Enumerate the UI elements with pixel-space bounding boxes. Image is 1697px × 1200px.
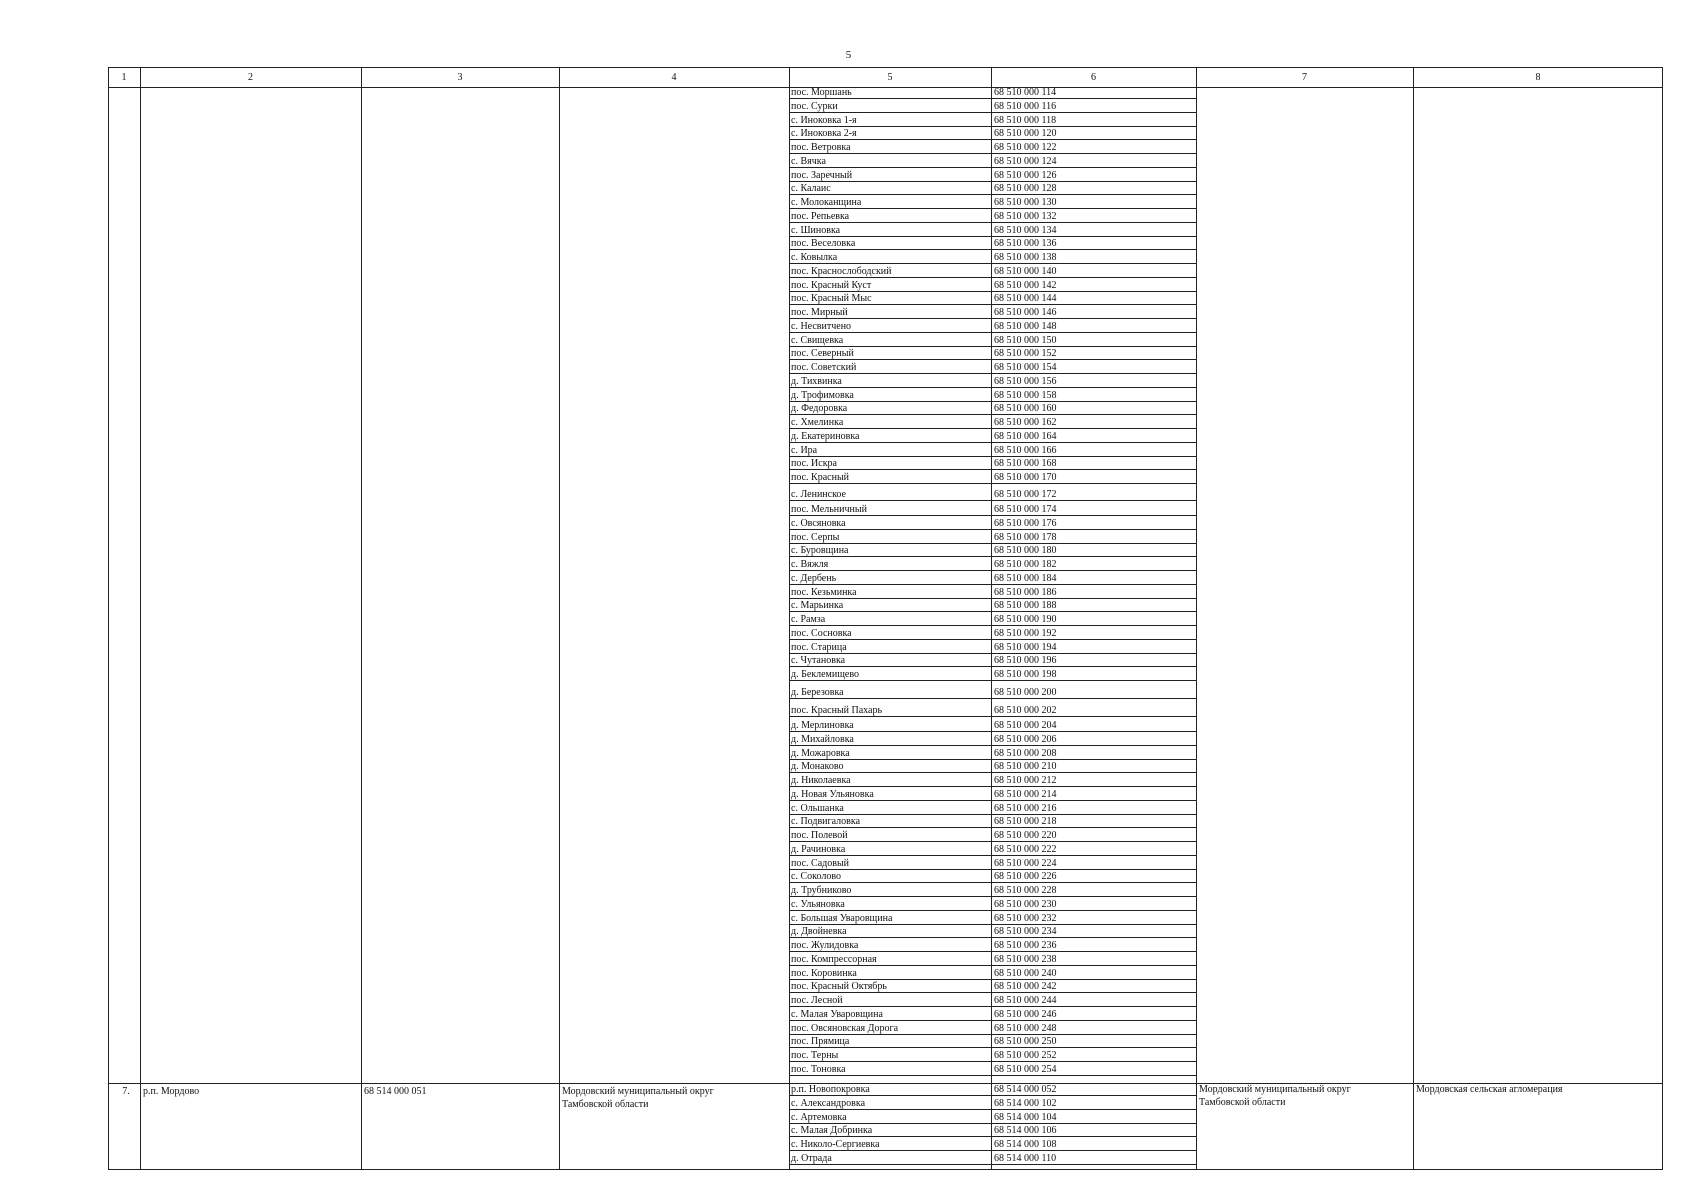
settlement-code: 68 514 000 108: [994, 1139, 1057, 1151]
row-rule: [789, 414, 1197, 415]
row-rule: [789, 772, 1197, 773]
settlement-name: пос. Кезьминка: [791, 586, 857, 598]
column-divider: [559, 67, 560, 1170]
row-rule: [789, 1123, 1197, 1124]
settlement-code: 68 510 000 192: [994, 627, 1057, 639]
municipal-district: Мордовский муниципальный округ Тамбовской области: [562, 1086, 714, 1110]
row-rule: [789, 373, 1197, 374]
column-header: 1: [121, 72, 127, 83]
settlement-name: пос. Коровинка: [791, 967, 857, 979]
settlement-name: д. Мерлиновка: [791, 720, 854, 731]
row-rule: [789, 666, 1197, 667]
row-rule: [789, 387, 1197, 388]
settlement-name: пос. Искра: [791, 458, 837, 470]
settlement-name: пос. Заречный: [791, 169, 853, 181]
settlement-name: д. Рачиновка: [791, 843, 846, 855]
settlement-name: с. Вяжля: [791, 559, 829, 570]
entry-number: 7.: [122, 1086, 130, 1097]
settlement-code: 68 510 000 120: [994, 128, 1057, 140]
row-rule: [789, 869, 1197, 870]
settlement-name: пос. Советский: [791, 362, 857, 373]
row-rule: [789, 882, 1197, 883]
settlement-name: пос. Красный Пахарь: [791, 705, 883, 716]
row-rule: [789, 680, 1197, 681]
column-divider: [1413, 67, 1414, 1170]
settlement-code: 68 510 000 146: [994, 307, 1057, 318]
row-rule: [789, 625, 1197, 626]
row-rule: [789, 653, 1197, 654]
settlement-code: 68 510 000 222: [994, 843, 1057, 855]
settlement-name: д. Отрада: [791, 1153, 832, 1164]
settlement-code: 68 510 000 214: [994, 788, 1057, 800]
settlement-code: 68 510 000 244: [994, 995, 1057, 1006]
settlement-code: 68 510 000 188: [994, 600, 1057, 612]
row-rule: [789, 469, 1197, 470]
settlement-code: 68 510 000 248: [994, 1022, 1057, 1034]
settlement-name: д. Екатериновка: [791, 430, 860, 442]
settlement-name: пос. Веселовка: [791, 238, 856, 250]
row-rule: [789, 346, 1197, 347]
settlement-name: с. Шиновка: [791, 224, 841, 236]
row-rule: [789, 194, 1197, 195]
settlement-name: с. Малая Уваровщина: [791, 1008, 883, 1020]
row-rule: [789, 456, 1197, 457]
settlement-code: 68 510 000 124: [994, 155, 1057, 167]
settlement-name: д. Двойневка: [791, 926, 847, 938]
row-rule: [789, 208, 1197, 209]
settlement-name: д. Можаровка: [791, 747, 850, 759]
settlement-name: с. Марьинка: [791, 600, 844, 612]
settlement-name: с. Артемовка: [791, 1111, 847, 1123]
settlement-name: пос. Овсяновская Дорога: [791, 1022, 899, 1034]
settlement-name: с. Ленинское: [791, 489, 846, 500]
row-rule: [789, 698, 1197, 699]
settlement-code: 68 514 000 110: [994, 1153, 1057, 1164]
row-rule: [789, 759, 1197, 760]
settlement-code: 68 510 000 136: [994, 238, 1057, 250]
settlement-code: 68 510 000 246: [994, 1008, 1057, 1020]
row-rule: [789, 896, 1197, 897]
settlement-code: 68 514 000 052: [994, 1084, 1057, 1095]
row-rule: [789, 951, 1197, 952]
row-rule: [789, 800, 1197, 801]
row-rule: [789, 786, 1197, 787]
row-rule: [789, 584, 1197, 585]
settlement-name: пос. Садовый: [791, 857, 850, 869]
row-rule: [789, 924, 1197, 925]
row-rule: [789, 249, 1197, 250]
row-rule: [789, 1047, 1197, 1048]
settlement-name: пос. Терны: [791, 1050, 839, 1061]
settlement-name: пос. Краснослободский: [791, 265, 892, 277]
settlement-name: д. Федоровка: [791, 403, 848, 415]
settlement-name: с. Соколово: [791, 871, 841, 883]
settlement-code: 68 510 000 114: [994, 87, 1057, 98]
settlement-name: с. Александровка: [791, 1097, 866, 1109]
row-rule: [789, 529, 1197, 530]
settlement-code: 68 510 000 198: [994, 669, 1057, 680]
row-rule: [789, 515, 1197, 516]
settlement-code: 68 510 000 206: [994, 733, 1057, 745]
settlement-code: 68 510 000 176: [994, 517, 1057, 529]
settlement-code: 68 510 000 202: [994, 705, 1057, 716]
settlement-name: с. Ира: [791, 444, 818, 456]
row-rule: [789, 965, 1197, 966]
settlement-code: 68 510 000 236: [994, 940, 1057, 951]
settlement-code: 68 510 000 238: [994, 953, 1057, 965]
row-rule: [789, 910, 1197, 911]
row-rule: [789, 1136, 1197, 1137]
row-rule: [789, 332, 1197, 333]
settlement-code: 68 510 000 212: [994, 775, 1057, 786]
settlement-name: с. Николо-Сергиевка: [791, 1139, 880, 1151]
settlement-code: 68 510 000 160: [994, 403, 1057, 415]
settlement-code: 68 510 000 128: [994, 183, 1057, 195]
settlement-name: д. Николаевка: [791, 775, 851, 786]
settlement-code: 68 510 000 116: [994, 100, 1057, 112]
column-header: 8: [1535, 72, 1541, 83]
row-rule: [789, 827, 1197, 828]
page-number: 5: [845, 49, 852, 61]
settlement-name: пос. Северный: [791, 348, 854, 360]
settlement-code: 68 510 000 166: [994, 444, 1057, 456]
row-rule: [789, 1109, 1197, 1110]
row-rule: [789, 277, 1197, 278]
settlement-name: пос. Красный Октябрь: [791, 981, 887, 993]
settlement-code: 68 510 000 162: [994, 417, 1057, 428]
settlement-name: с. Малая Добринка: [791, 1125, 873, 1137]
row-rule: [789, 359, 1197, 360]
settlement-name: с. Молоканщина: [791, 197, 862, 208]
settlement-name: пос. Красный Мыс: [791, 293, 872, 305]
row-rule: [789, 401, 1197, 402]
settlement-name: пос. Красный Куст: [791, 279, 872, 291]
row-rule: [789, 841, 1197, 842]
settlement-name: с. Буровщина: [791, 545, 849, 557]
column-header: 5: [887, 72, 893, 83]
settlement-code: 68 510 000 132: [994, 210, 1057, 222]
settlement-code: 68 510 000 118: [994, 114, 1057, 126]
row-rule: [789, 483, 1197, 484]
settlement-code: 68 510 000 140: [994, 265, 1057, 277]
settlement-name: пос. Старица: [791, 641, 847, 653]
settlement-code: 68 510 000 228: [994, 885, 1057, 896]
settlement-code: 68 510 000 234: [994, 926, 1057, 938]
row-rule: [789, 556, 1197, 557]
row-rule: [789, 639, 1197, 640]
settlement-name: с. Овсяновка: [791, 517, 846, 529]
row-rule: [789, 428, 1197, 429]
settlement-code: 68 510 000 138: [994, 252, 1057, 263]
row-rule: [789, 181, 1197, 182]
settlement-code: 68 514 000 051: [364, 1086, 427, 1097]
column-header: 3: [457, 72, 463, 83]
column-divider: [140, 67, 141, 1170]
row-rule: [789, 731, 1197, 732]
settlement-name: пос. Сосновка: [791, 627, 852, 639]
settlement-name: с. Калаис: [791, 183, 831, 195]
row-rule: [789, 992, 1197, 993]
settlement-code: 68 510 000 164: [994, 430, 1057, 442]
row-rule: [789, 1006, 1197, 1007]
settlement-name: д. Тихвинка: [791, 375, 842, 387]
settlement-name: с. Свищевка: [791, 334, 844, 346]
settlement-code: 68 510 000 208: [994, 747, 1057, 759]
settlement-code: 68 510 000 186: [994, 586, 1057, 598]
row-rule: [789, 814, 1197, 815]
table-frame: [108, 67, 1663, 1170]
settlement-name: пос. Репьевка: [791, 210, 850, 222]
settlement-name: пос. Прямица: [791, 1036, 850, 1048]
settlement-code: 68 510 000 156: [994, 375, 1057, 387]
settlement-name: с. Вячка: [791, 155, 826, 167]
row-rule: [789, 167, 1197, 168]
settlement-code: 68 510 000 142: [994, 279, 1057, 291]
column-divider: [1196, 67, 1197, 1170]
row-rule: [789, 1095, 1197, 1096]
row-rule: [789, 236, 1197, 237]
municipal-district-col7: Мордовский муниципальный округ Тамбовской области: [1199, 1084, 1351, 1108]
settlement-code: 68 510 000 134: [994, 224, 1057, 236]
row-rule: [789, 598, 1197, 599]
row-rule: [789, 500, 1197, 501]
settlement-name: пос. Полевой: [791, 830, 848, 841]
row-rule: [789, 126, 1197, 127]
settlement-code: 68 510 000 226: [994, 871, 1057, 883]
column-divider: [991, 67, 992, 1170]
row-rule: [789, 304, 1197, 305]
settlement-name: с. Подвигаловка: [791, 816, 861, 828]
row-rule: [789, 153, 1197, 154]
settlement-name: пос. Ветровка: [791, 142, 851, 153]
row-rule: [789, 611, 1197, 612]
row-rule: [789, 716, 1197, 717]
settlement-name: пос. Компрессорная: [791, 953, 877, 965]
row-rule: [789, 263, 1197, 264]
settlement-name: д. Михайловка: [791, 733, 854, 745]
settlement-name: р.п. Новопокровка: [791, 1084, 870, 1095]
settlement-code: 68 514 000 104: [994, 1111, 1057, 1123]
settlement-name: с. Иноковка 2-я: [791, 128, 857, 140]
row-rule: [789, 291, 1197, 292]
row-rule: [789, 1061, 1197, 1062]
settlement-name: д. Трубниково: [791, 885, 852, 896]
row-rule: [789, 979, 1197, 980]
settlement-code: 68 514 000 106: [994, 1125, 1057, 1137]
column-header: 7: [1302, 72, 1307, 83]
settlement-code: 68 510 000 194: [994, 641, 1057, 653]
settlement-name: пос. Сурки: [791, 100, 838, 112]
header-rule: [108, 87, 1663, 88]
row-rule: [789, 1164, 1197, 1165]
settlement-code: 68 510 000 196: [994, 655, 1057, 667]
settlement-code: 68 510 000 240: [994, 967, 1057, 979]
settlement-name: с. Ульяновка: [791, 898, 845, 910]
settlement-code: 68 510 000 174: [994, 504, 1057, 515]
row-rule: [789, 1150, 1197, 1151]
settlement-name: д. Трофимовка: [791, 389, 854, 401]
settlement-name: с. Ковылка: [791, 252, 838, 263]
settlement-code: 68 510 000 216: [994, 802, 1057, 814]
settlement-code: 68 510 000 252: [994, 1050, 1057, 1061]
settlement-code: 68 510 000 152: [994, 348, 1057, 360]
row-rule: [789, 1075, 1197, 1076]
settlement-name: с. Большая Уваровщина: [791, 912, 893, 924]
settlement-name: с. Хмелинка: [791, 417, 844, 428]
settlement-name: с. Ольшанка: [791, 802, 844, 814]
settlement-code: 68 514 000 102: [994, 1097, 1057, 1109]
settlement-code: 68 510 000 200: [994, 687, 1057, 698]
row-rule: [789, 570, 1197, 571]
settlement-name: пос. Серпы: [791, 531, 840, 543]
settlement-code: 68 510 000 190: [994, 614, 1057, 625]
settlement-code: 68 510 000 184: [994, 572, 1057, 584]
settlement-code: 68 510 000 130: [994, 197, 1057, 208]
settlement-code: 68 510 000 250: [994, 1036, 1057, 1048]
settlement-code: 68 510 000 232: [994, 912, 1057, 924]
settlement-code: 68 510 000 242: [994, 981, 1057, 993]
settlement-code: 68 510 000 148: [994, 320, 1057, 332]
settlement-name: с. Иноковка 1-я: [791, 114, 857, 126]
row-rule: [789, 745, 1197, 746]
settlement-code: 68 510 000 154: [994, 362, 1057, 373]
settlement-code: 68 510 000 180: [994, 545, 1057, 557]
column-divider: [789, 67, 790, 1170]
settlement-code: 68 510 000 122: [994, 142, 1057, 153]
settlement-code: 68 510 000 144: [994, 293, 1057, 305]
settlement-name: пос. Мельничный: [791, 504, 867, 515]
settlement-name: пос. Жулидовка: [791, 940, 859, 951]
agglomeration: Мордовская сельская агломерация: [1416, 1084, 1563, 1095]
settlement-name: р.п. Мордово: [143, 1086, 200, 1097]
settlement-code: 68 510 000 168: [994, 458, 1057, 470]
settlement-code: 68 510 000 224: [994, 857, 1057, 869]
settlement-code: 68 510 000 220: [994, 830, 1057, 841]
row-rule: [789, 855, 1197, 856]
row-rule: [789, 1020, 1197, 1021]
settlement-code: 68 510 000 178: [994, 531, 1057, 543]
settlement-name: д. Монаково: [791, 761, 844, 773]
settlement-name: пос. Мирный: [791, 307, 848, 318]
row-rule: [789, 937, 1197, 938]
row-rule: [789, 139, 1197, 140]
column-header: 2: [248, 72, 253, 83]
settlement-name: с. Дербень: [791, 572, 837, 584]
settlement-code: 68 510 000 230: [994, 898, 1057, 910]
row-rule: [789, 98, 1197, 99]
settlement-name: пос. Лесной: [791, 995, 843, 1006]
settlement-name: с. Чутановка: [791, 655, 846, 667]
settlement-name: пос. Моршань: [791, 87, 852, 98]
column-header: 4: [671, 72, 677, 83]
settlement-name: с. Несвитчено: [791, 320, 852, 332]
settlement-code: 68 510 000 218: [994, 816, 1057, 828]
settlement-name: с. Рамза: [791, 614, 826, 625]
settlement-code: 68 510 000 150: [994, 334, 1057, 346]
settlement-code: 68 510 000 204: [994, 720, 1057, 731]
settlement-code: 68 510 000 158: [994, 389, 1057, 401]
row-rule: [789, 543, 1197, 544]
column-header: 6: [1091, 72, 1096, 83]
settlement-name: пос. Тоновка: [791, 1063, 846, 1075]
settlement-name: д. Новая Ульяновка: [791, 788, 874, 800]
settlement-code: 68 510 000 254: [994, 1063, 1057, 1075]
row-rule: [789, 318, 1197, 319]
settlement-code: 68 510 000 170: [994, 472, 1057, 483]
row-rule: [789, 112, 1197, 113]
settlement-name: д. Березовка: [791, 687, 844, 698]
settlement-name: д. Беклемищево: [791, 669, 860, 680]
row-rule: [789, 442, 1197, 443]
settlement-code: 68 510 000 182: [994, 559, 1057, 570]
column-divider: [361, 67, 362, 1170]
row-rule: [789, 1034, 1197, 1035]
settlement-code: 68 510 000 126: [994, 169, 1057, 181]
settlement-name: пос. Красный: [791, 472, 850, 483]
row-rule: [789, 222, 1197, 223]
settlement-code: 68 510 000 172: [994, 489, 1057, 500]
settlement-code: 68 510 000 210: [994, 761, 1057, 773]
